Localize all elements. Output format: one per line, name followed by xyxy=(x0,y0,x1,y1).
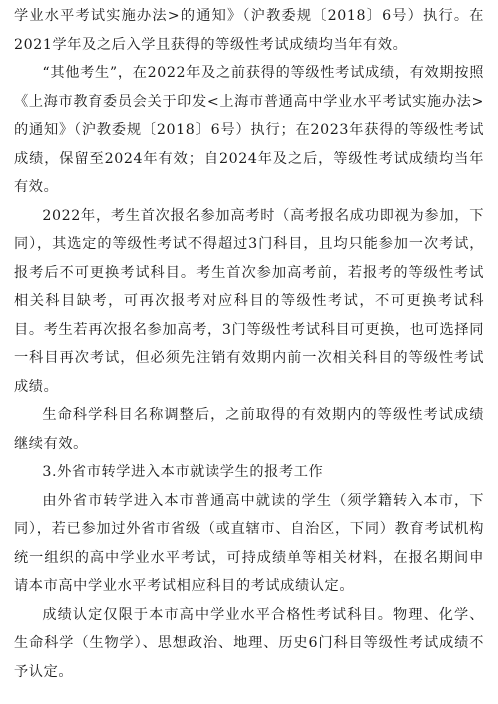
section-heading-transfer-students: 3.外省市转学进入本市就读学生的报考工作 xyxy=(42,464,324,480)
paragraph-2022-registration: 2022年，考生首次报名参加高考时（高考报名成功即视为参加，下同），其选定的等级性考试不得超过3门科目，且均只能参加一次考试，报考后不可更换考试科目。考生首次参加高考前，若报考的等级性考试相关科目缺考，可再次报考对应科目的等级性考试，不可更换考试科目。考生若再次报名参加高考，3门等级性考试科目可更换，也可选择同一科目再次考试，但必须先注销有效期内前一次相关科目的等级性考试成绩。 xyxy=(14,207,484,395)
paragraph-score-recognition: 成绩认定仅限于本市高中学业水平合格性考试科目。物理、化学、生命科学（生物学）、思想政治、地理、历史6门科目等级性考试成绩不予认定。 xyxy=(14,606,484,680)
paragraph-life-science-rename: 生命科学科目名称调整后，之前取得的有效期内的等级性考试成绩继续有效。 xyxy=(14,407,484,452)
paragraph-continuation: 学业水平考试实施办法>的通知》（沪教委规〔2018〕6号）执行。在2021学年及之后入学且获得的等级性考试成绩均当年有效。 xyxy=(14,8,484,53)
paragraph-other-candidates: “其他考生”，在2022年及之前获得的等级性考试成绩，有效期按照《上海市教育委员会关于印发<上海市普通高中学业水平考试实施办法>的通知》（沪教委规〔2018〕6号）执行；在2023年获得的等级性考试成绩，保留至2024年有效；自2024年及之后，等级性考试成绩均当年有效。 xyxy=(14,65,484,195)
paragraph-transfer-students: 由外省市转学进入本市普通高中就读的学生（须学籍转入本市，下同），若已参加过外省市省级（或直辖市、自治区，下同）教育考试机构统一组织的高中学业水平考试，可持成绩单等相关材料，在报名期间申请本市高中学业水平考试相应科目的考试成绩认定。 xyxy=(14,492,484,594)
